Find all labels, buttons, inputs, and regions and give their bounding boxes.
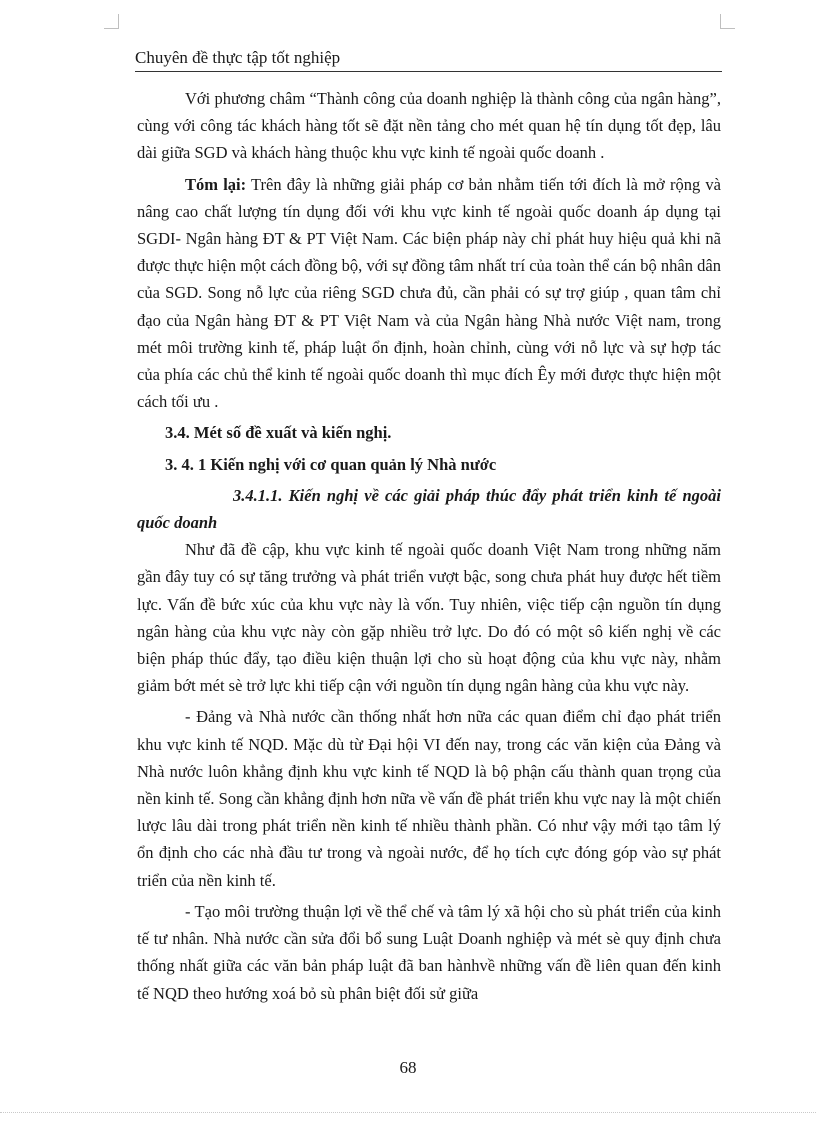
paragraph-recommendation-2: - Tạo môi trường thuận lợi về thể chế và tâm lý xã hội cho sù phát triển của kinh tế tư nhân. Nhà nước cần sửa đổi bổ sung Luật Doanh nghiệp và mét sè quy định chưa thống nhất giữa các văn bản pháp luật đã ban hànhvề những vấn đề liên quan đến kinh tế NQD theo hướng xoá bỏ sù phân biệt đối sử giữa [137,901,721,1003]
paragraph-context: Như đã đề cập, khu vực kinh tế ngoài quốc doanh Việt Nam trong những năm gần đây tuy có sự tăng trưởng và phát triển vượt bậc, song chưa phát huy được hết tiềm lực. Vấn đề bức xúc của khu vực này là vốn. Tuy nhiên, việc tiếp cận nguồn tín dụng ngân hàng của khu vực này còn gặp nhiều trở lực. Do đó có một sô kiến nghị về các biện pháp thúc đẩy, tạo điều kiện thuận lợi cho sù hoạt động của khu vực này, nhằm giảm bớt mét sè trở lực khi tiếp cận với nguồn tín dụng ngân hàng của khu vực này. [137,540,721,696]
corner-mark-right [720,14,735,29]
section-heading-3-4: 3.4. Mét số đề xuất và kiến nghị. [165,423,392,443]
page-number: 68 [399,1058,417,1077]
summary-label: Tóm lại: [185,174,247,194]
page-bottom-divider [0,1112,816,1113]
section-heading-3-4-1: 3. 4. 1 Kiến nghị với cơ quan quản lý Nhà nước [165,454,497,474]
section-heading-3-4-1-1: 3.4.1.1. Kiến nghị về các giải pháp thúc đẩy phát triển kinh tế ngoài quốc doanh [137,485,721,533]
paragraph-summary [137,171,721,416]
header-title: Chuyên đề thực tập tốt nghiệp [135,48,341,67]
summary-text: Trên đây là những giải pháp cơ bản nhằm tiến tới đích là mở rộng và nâng cao chất lượng tín dụng đối với khu vực kinh tế ngoài quốc doanh áp dụng tại SGDI- Ngân hàng ĐT & PT Việt Nam. Các biện pháp này chỉ phát huy hiệu quả khi nã được thực hiện một cách đồng bộ, với sự đồng tâm nhất trí của toàn thể cán bộ nhân dân của SGD. Song nỗ lực của riêng SGD chưa đủ, cần phải có sự trợ giúp , quan tâm chỉ đạo của Ngân hàng ĐT & PT Việt Nam và của Ngân hàng Nhà nước Việt nam, trong mét môi trường kinh tế, pháp luật ổn định, hoàn chỉnh, cùng với nỗ lực và sự hợp tác của phía các chủ thể kinh tế ngoài quốc doanh thì mục đích Êy mới được thực hiện một cách tối ưu . [137,174,721,412]
document-body [137,85,721,1007]
paragraph-recommendation-1: - Đảng và Nhà nước cần thống nhất hơn nữa các quan điểm chỉ đạo phát triển khu vực kinh tế NQD. Mặc dù từ Đại hội VI đến nay, trong các văn kiện của Đảng và Nhà nước luôn khẳng định khu vực kinh tế NQD là bộ phận cấu thành quan trọng của nền kinh tế. Song cần khẳng định hơn nữa về vấn đề phát triển khu vực nay là một chiến lược lâu dài trong phát triển nền kinh tế nhiều thành phần. Có như vậy mới tạo tâm lý ổn định cho các nhà đầu tư trong và ngoài nước, để họ tích cực đóng góp vào sự phát triển của nền kinh tế. [137,707,721,890]
page-header [135,46,722,72]
paragraph-intro: Với phương châm “Thành công của doanh nghiệp là thành công của ngân hàng”, cùng với công tác khách hàng tốt sẽ đặt nền tảng cho mét quan hệ tín dụng tốt đẹp, lâu dài giữa SGD và khách hàng thuộc khu vực kinh tế ngoài quốc doanh . [137,89,721,163]
corner-mark-left [104,14,119,29]
